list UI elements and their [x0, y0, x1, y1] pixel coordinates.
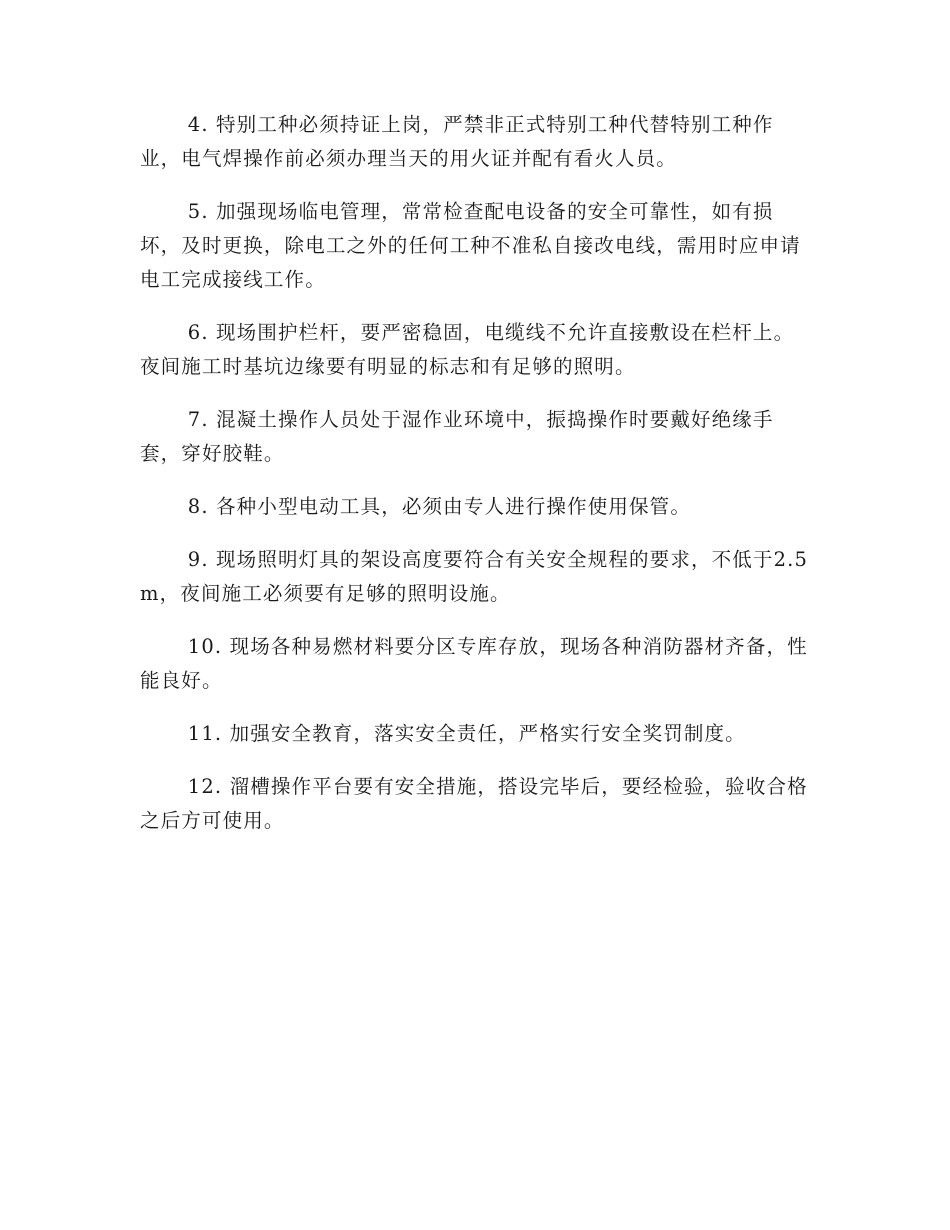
paragraph-item-9: 9. 现场照明灯具的架设高度要符合有关安全规程的要求，不低于2.5m，夜间施工必须要有足够的照明设施。: [140, 548, 809, 605]
paragraph-item-6: 6. 现场围护栏杆，要严密稳固，电缆线不允许直接敷设在栏杆上。夜间施工时基坑边缘要有明显的标志和有足够的照明。: [140, 321, 795, 378]
document-body: [140, 108, 810, 857]
paragraph-item-5: 5. 加强现场临电管理，常常检查配电设备的安全可靠性，如有损坏，及时更换，除电工之外的任何工种不准私自接改电线，需用时应申请电工完成接线工作。: [140, 200, 801, 291]
paragraph-item-10: 10. 现场各种易燃材料要分区专库存放，现场各种消防器材齐备，性能良好。: [140, 635, 808, 692]
paragraph-item-8: 8. 各种小型电动工具，必须由专人进行操作使用保管。: [187, 495, 691, 518]
paragraph-item-4: 4. 特别工种必须持证上岗，严禁非正式特别工种代替特别工种作业，电气焊操作前必须办理当天的用火证并配有看火人员。: [140, 113, 774, 170]
paragraph-item-11: 11. 加强安全教育，落实安全责任，严格实行安全奖罚制度。: [187, 722, 746, 745]
paragraph-item-7: 7. 混凝土操作人员处于湿作业环境中，振捣操作时要戴好绝缘手套，穿好胶鞋。: [140, 408, 774, 465]
paragraph-item-12: 12. 溜槽操作平台要有安全措施，搭设完毕后，要经检验，验收合格之后方可使用。: [140, 775, 808, 832]
